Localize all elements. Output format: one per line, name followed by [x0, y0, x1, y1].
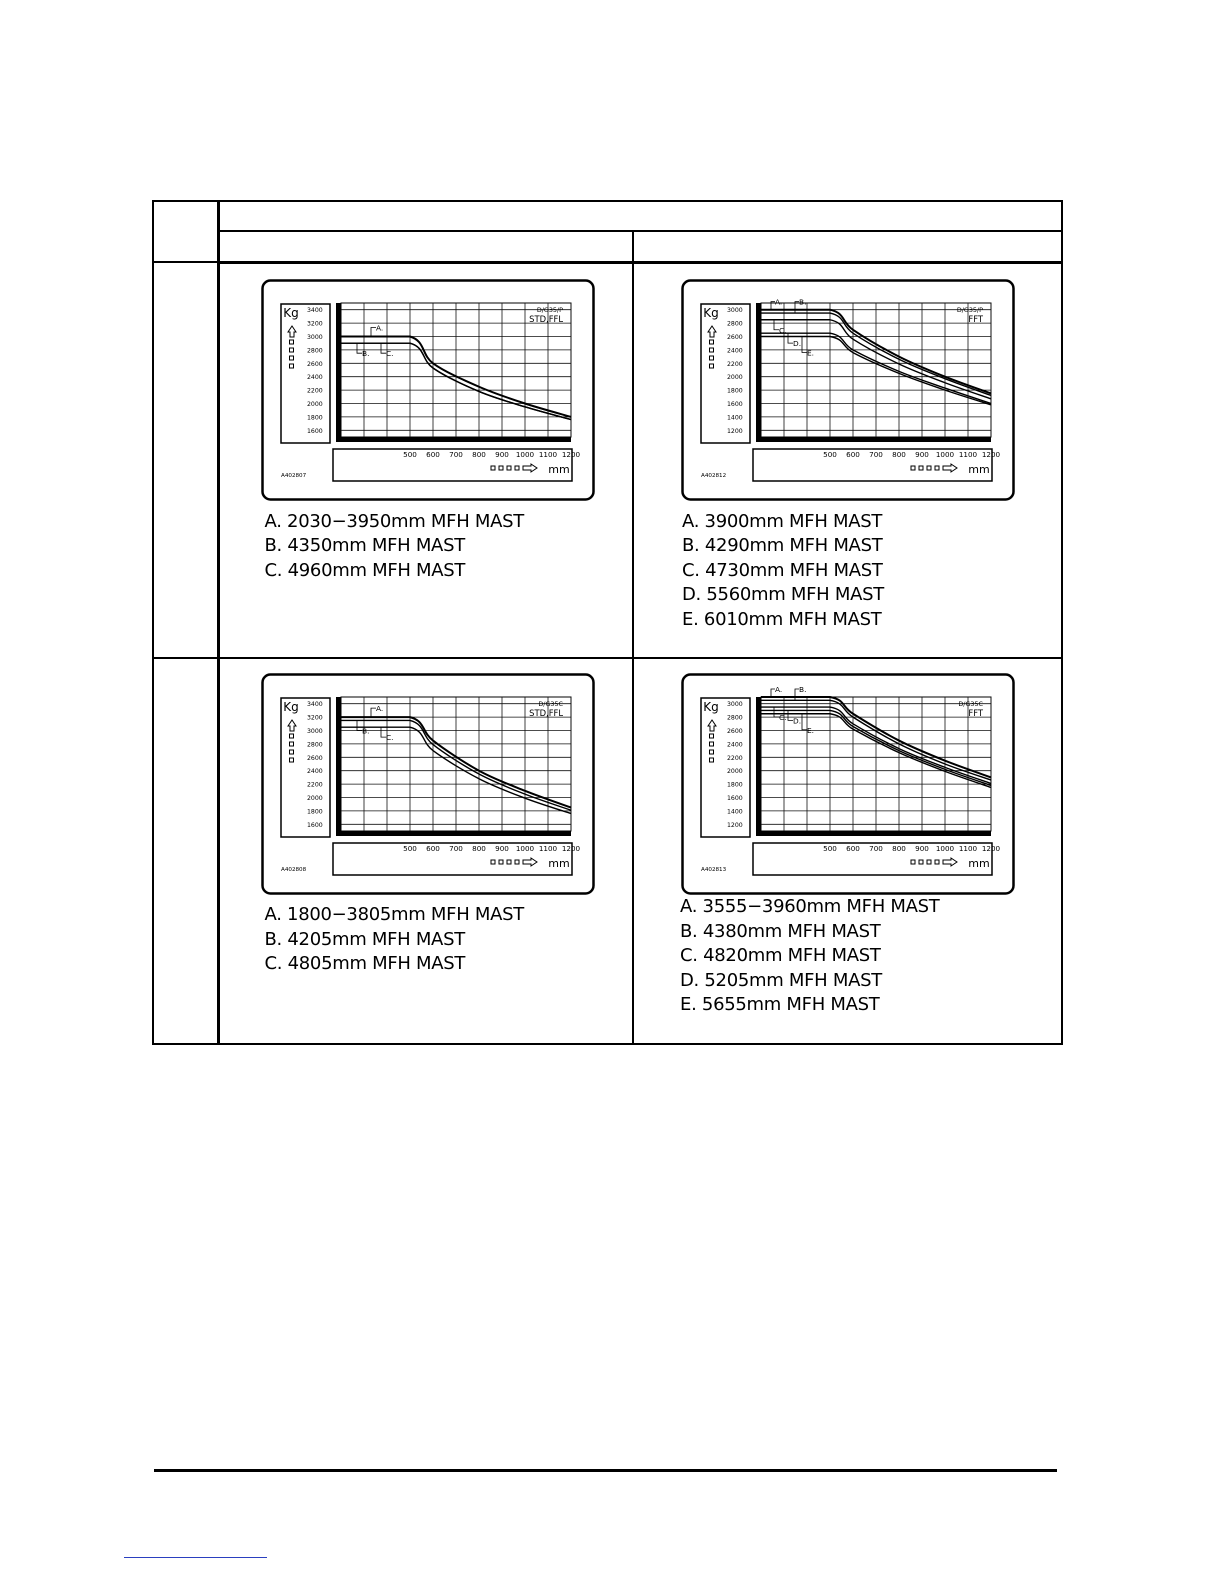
x-tick-label: 700	[869, 844, 883, 853]
column-header-left	[218, 231, 633, 262]
y-tick-label: 2400	[306, 373, 323, 381]
x-tick-label: 900	[915, 844, 929, 853]
x-tick-label: 1100	[958, 844, 978, 853]
y-tick-label: 1800	[727, 387, 743, 395]
x-tick-label: 500	[823, 449, 837, 459]
x-tick-label: 600	[846, 844, 860, 853]
variant-label: STD,FFL	[528, 313, 563, 324]
x-tick-label: 500	[823, 844, 837, 853]
y-axis-label: Kg	[703, 305, 719, 320]
x-tick-label: 600	[425, 844, 440, 853]
load-chart	[681, 673, 1015, 895]
series-callout-label: B.	[799, 685, 807, 694]
y-tick-label: 2600	[306, 754, 323, 762]
y-tick-label: 3400	[306, 701, 323, 709]
y-tick-label: 1200	[727, 427, 743, 435]
y-tick-label: 3400	[306, 306, 323, 314]
y-axis-bar	[336, 303, 341, 442]
mast-legend	[680, 895, 939, 1018]
y-tick-label: 2200	[306, 781, 323, 789]
model-label: D/G35/P	[956, 305, 983, 314]
x-tick-label: 1100	[538, 844, 557, 853]
series-callout-label: D.	[793, 716, 802, 726]
drawing-code: A402812	[701, 472, 727, 479]
y-tick-label: 1400	[727, 413, 743, 421]
legend-entry: B. 4380mm MFH MAST	[680, 920, 881, 942]
series-callout-label: E.	[807, 348, 815, 357]
drawing-code: A402813	[701, 867, 727, 873]
drawing-code: A402807	[280, 472, 306, 479]
y-tick-label: 2200	[727, 360, 743, 368]
load-chart	[261, 279, 595, 501]
x-tick-label: 1000	[515, 844, 534, 853]
legend-entry: D. 5205mm MFH MAST	[680, 969, 882, 991]
y-tick-label: 2800	[306, 741, 323, 749]
y-tick-label: 2200	[306, 387, 323, 395]
y-axis-label: Kg	[282, 700, 299, 714]
variant-label: STD,FFL	[528, 708, 563, 718]
x-tick-label: 500	[402, 844, 417, 853]
legend-entry: C. 4820mm MFH MAST	[680, 945, 881, 966]
y-tick-label: 2400	[727, 741, 743, 749]
y-tick-label: 3200	[306, 714, 323, 722]
x-tick-label: 1200	[561, 449, 580, 459]
x-tick-label: 600	[846, 449, 860, 459]
x-tick-label: 700	[869, 449, 883, 459]
y-tick-label: 2200	[727, 754, 743, 762]
y-tick-label: 2000	[727, 768, 743, 776]
model-label: D/G35C	[537, 700, 563, 708]
x-axis-label: mm	[968, 857, 990, 870]
x-tick-label: 800	[892, 844, 906, 853]
drawing-code: A402808	[280, 867, 306, 873]
series-callout-label: C.	[385, 348, 394, 358]
x-tick-label: 1000	[935, 844, 955, 853]
y-tick-label: 2800	[727, 714, 743, 722]
legend-entry: C. 4730mm MFH MAST	[682, 559, 883, 581]
load-chart	[681, 279, 1015, 501]
x-tick-label: 800	[892, 449, 906, 459]
x-tick-label: 1000	[515, 449, 534, 459]
series-callout-label: B.	[361, 726, 369, 736]
series-callout-label: B.	[799, 297, 807, 307]
legend-entry: E. 6010mm MFH MAST	[682, 608, 882, 630]
legend-entry: B. 4290mm MFH MAST	[682, 535, 883, 556]
footer-rule	[154, 1469, 1057, 1472]
y-tick-label: 3000	[727, 701, 743, 709]
x-tick-label: 900	[494, 449, 509, 459]
x-axis-bar	[336, 831, 571, 836]
y-axis-bar	[756, 697, 761, 836]
chart-cell	[633, 658, 1062, 1044]
model-label: D/G35C	[958, 700, 983, 708]
y-tick-label: 1800	[306, 808, 323, 816]
capacity-chart-table	[152, 200, 1063, 1045]
x-axis-label: mm	[547, 462, 570, 476]
x-tick-label: 1100	[538, 449, 557, 459]
load-chart	[261, 673, 595, 895]
y-tick-label: 3000	[306, 333, 323, 341]
x-tick-label: 800	[471, 449, 486, 459]
y-axis-label: Kg	[703, 700, 719, 714]
series-callout-label: B.	[361, 348, 369, 358]
x-axis-label: mm	[968, 462, 990, 476]
series-callout-label: C.	[385, 733, 394, 743]
x-axis-label: mm	[547, 857, 570, 870]
x-tick-label: 600	[425, 449, 440, 459]
y-tick-label: 3000	[727, 306, 743, 314]
y-tick-label: 1600	[727, 400, 743, 408]
x-tick-label: 700	[448, 844, 463, 853]
y-tick-label: 1200	[727, 821, 743, 829]
legend-entry: A. 3900mm MFH MAST	[682, 510, 883, 532]
x-tick-label: 800	[471, 844, 486, 853]
y-tick-label: 2600	[306, 360, 323, 368]
y-axis-label: Kg	[282, 305, 299, 320]
row-label-cell-1	[153, 262, 218, 658]
row-label-header-cell	[153, 201, 218, 262]
y-tick-label: 1600	[306, 427, 323, 435]
mast-legend	[265, 903, 524, 977]
series-callout-label: C.	[779, 325, 787, 335]
legend-entry: B. 4205mm MFH MAST	[264, 928, 465, 950]
variant-label: FFT	[968, 708, 983, 718]
series-callout-label: A.	[775, 685, 783, 694]
x-tick-label: 700	[448, 449, 463, 459]
y-tick-label: 1800	[306, 413, 323, 421]
series-callout-label: E.	[807, 725, 815, 735]
y-axis-bar	[756, 303, 761, 442]
y-tick-label: 2400	[306, 768, 323, 776]
legend-entry: A. 1800−3805mm MFH MAST	[264, 904, 524, 925]
chart-cell	[218, 658, 633, 1044]
y-tick-label: 1400	[727, 808, 743, 816]
y-tick-label: 2600	[727, 728, 743, 735]
x-tick-label: 900	[915, 449, 929, 459]
mast-legend	[265, 510, 524, 584]
x-tick-label: 1200	[981, 844, 1001, 853]
y-tick-label: 3000	[306, 728, 323, 735]
series-callout-label: C.	[779, 713, 787, 723]
series-callout-label: A.	[375, 704, 383, 714]
chart-cell	[218, 262, 633, 658]
chart-cell	[633, 262, 1062, 658]
y-tick-label: 2800	[306, 346, 323, 354]
row-label-cell-2	[153, 658, 218, 1044]
y-tick-label: 1600	[306, 821, 323, 829]
legend-entry: C. 4960mm MFH MAST	[264, 559, 466, 581]
y-tick-label: 2600	[727, 333, 743, 341]
x-tick-label: 1200	[561, 844, 580, 853]
y-tick-label: 2000	[306, 400, 323, 408]
legend-entry: A. 3555−3960mm MFH MAST	[680, 896, 940, 917]
y-tick-label: 2000	[727, 373, 743, 381]
y-tick-label: 2000	[306, 795, 323, 802]
y-tick-label: 1600	[727, 795, 743, 802]
y-tick-label: 2800	[727, 320, 743, 328]
model-label: D/G35/P	[536, 305, 563, 314]
x-axis-bar	[756, 437, 991, 442]
y-tick-label: 1800	[727, 781, 743, 789]
x-axis-bar	[336, 437, 571, 442]
legend-entry: C. 4805mm MFH MAST	[264, 953, 466, 974]
x-tick-label: 900	[494, 844, 509, 853]
legend-entry: B. 4350mm MFH MAST	[264, 535, 465, 556]
mast-legend	[682, 510, 884, 633]
y-axis-bar	[336, 697, 341, 836]
x-tick-label: 1200	[981, 449, 1001, 459]
y-tick-label: 3200	[306, 320, 323, 328]
x-tick-label: 1000	[935, 449, 955, 459]
series-callout-label: A.	[775, 297, 783, 307]
legend-entry: E. 5655mm MFH MAST	[680, 994, 880, 1015]
column-group-header-cell	[218, 201, 1062, 231]
legend-entry: D. 5560mm MFH MAST	[682, 584, 884, 605]
y-tick-label: 2400	[727, 346, 743, 354]
x-axis-bar	[756, 831, 991, 836]
column-header-right	[633, 231, 1062, 262]
x-tick-label: 500	[402, 449, 417, 459]
series-callout-label: A.	[375, 323, 383, 332]
series-callout-label: D.	[793, 338, 802, 348]
x-tick-label: 1100	[958, 449, 978, 459]
footer-link-underline	[124, 1557, 267, 1558]
legend-entry: A. 2030−3950mm MFH MAST	[264, 510, 524, 532]
variant-label: FFT	[968, 313, 983, 324]
